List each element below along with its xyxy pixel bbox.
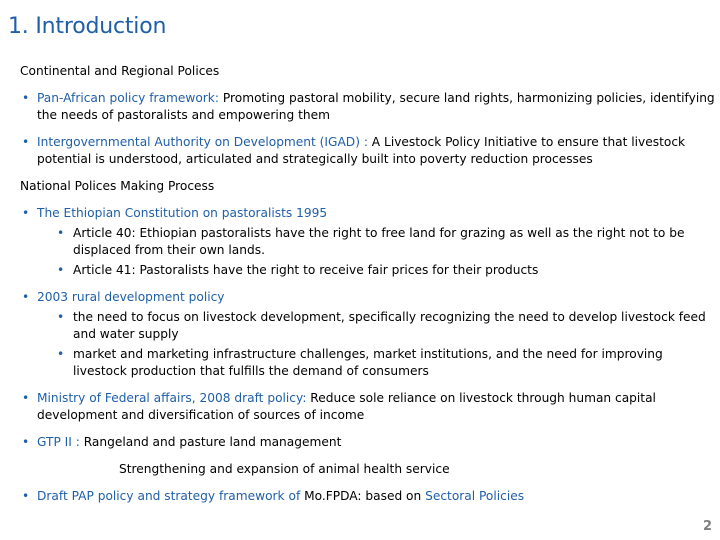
bullet-pan-african xyxy=(20,90,716,124)
bullet-dot-icon: • xyxy=(22,435,30,449)
bullet-text: Reduce sole reliance on livestock through human capital development and diversification of sources of income xyxy=(37,391,656,422)
bullet-pap-policy xyxy=(20,488,716,505)
bullet-lead: GTP II : xyxy=(37,435,80,449)
bullet-dot-icon: • xyxy=(57,263,65,277)
section-heading-continental: Continental and Regional Polices xyxy=(20,64,220,78)
bullet-dot-icon: • xyxy=(57,310,65,324)
sub-bullet-text: market and marketing infrastructure challenges, market institutions, and the need for improving livestock production that fulfills the demand of consumers xyxy=(73,347,663,378)
bullet-text: Mo.FPDA: based on xyxy=(304,489,426,503)
bullet-federal-affairs xyxy=(20,390,716,424)
bullet-igad xyxy=(20,134,716,168)
sub-bullet-text: Article 40: Ethiopian pastoralists have the right to free land for grazing as well as the right not to be displaced from their own lands. xyxy=(73,226,685,257)
bullet-lead: 2003 rural development policy xyxy=(37,290,225,304)
bullet-rural-policy xyxy=(20,289,716,306)
slide-body xyxy=(20,63,716,505)
bullet-text: Rangeland and pasture land management xyxy=(79,435,342,449)
bullet-dot-icon: • xyxy=(22,290,30,304)
bullet-tail: Sectoral Policies xyxy=(425,489,525,503)
sub-bullet-text: Article 41: Pastoralists have the right to receive fair prices for their products xyxy=(73,263,539,277)
bullet-gtp xyxy=(20,434,716,451)
bullet-lead: Intergovernmental Authority on Development (IGAD) : xyxy=(37,135,368,149)
bullet-dot-icon: • xyxy=(22,91,30,105)
section-heading-national: National Polices Making Process xyxy=(20,179,215,193)
sub-bullet-market xyxy=(20,346,716,380)
bullet-text: Promoting pastoral mobility, secure land rights, harmonizing policies, identifying the needs of pastoralists and empowering them xyxy=(37,91,715,122)
bullet-dot-icon: • xyxy=(22,135,30,149)
sub-bullet-text: the need to focus on livestock development, specifically recognizing the need to develop livestock feed and water supply xyxy=(73,310,706,341)
page-number: 2 xyxy=(702,519,712,534)
gtp-continuation: Strengthening and expansion of animal health service xyxy=(119,462,450,476)
bullet-lead: Ministry of Federal affairs, 2008 draft policy: xyxy=(37,391,307,405)
bullet-dot-icon: • xyxy=(57,226,65,240)
bullet-lead: Draft PAP policy and strategy framework of xyxy=(37,489,305,503)
bullet-constitution xyxy=(20,205,716,222)
sub-bullet-livestock xyxy=(20,309,716,343)
bullet-dot-icon: • xyxy=(57,347,65,361)
sub-bullet-article-41 xyxy=(20,262,716,279)
bullet-dot-icon: • xyxy=(22,206,30,220)
bullet-dot-icon: • xyxy=(22,489,30,503)
bullet-text: A Livestock Policy Initiative to ensure that livestock potential is understood, articulated and strategically built into poverty reduction processes xyxy=(37,135,686,166)
bullet-lead: Pan-African policy framework: xyxy=(37,91,219,105)
slide-title: 1. Introduction xyxy=(8,14,167,39)
bullet-lead: The Ethiopian Constitution on pastoralists 1995 xyxy=(37,206,328,220)
bullet-dot-icon: • xyxy=(22,391,30,405)
sub-bullet-article-40 xyxy=(20,225,716,259)
